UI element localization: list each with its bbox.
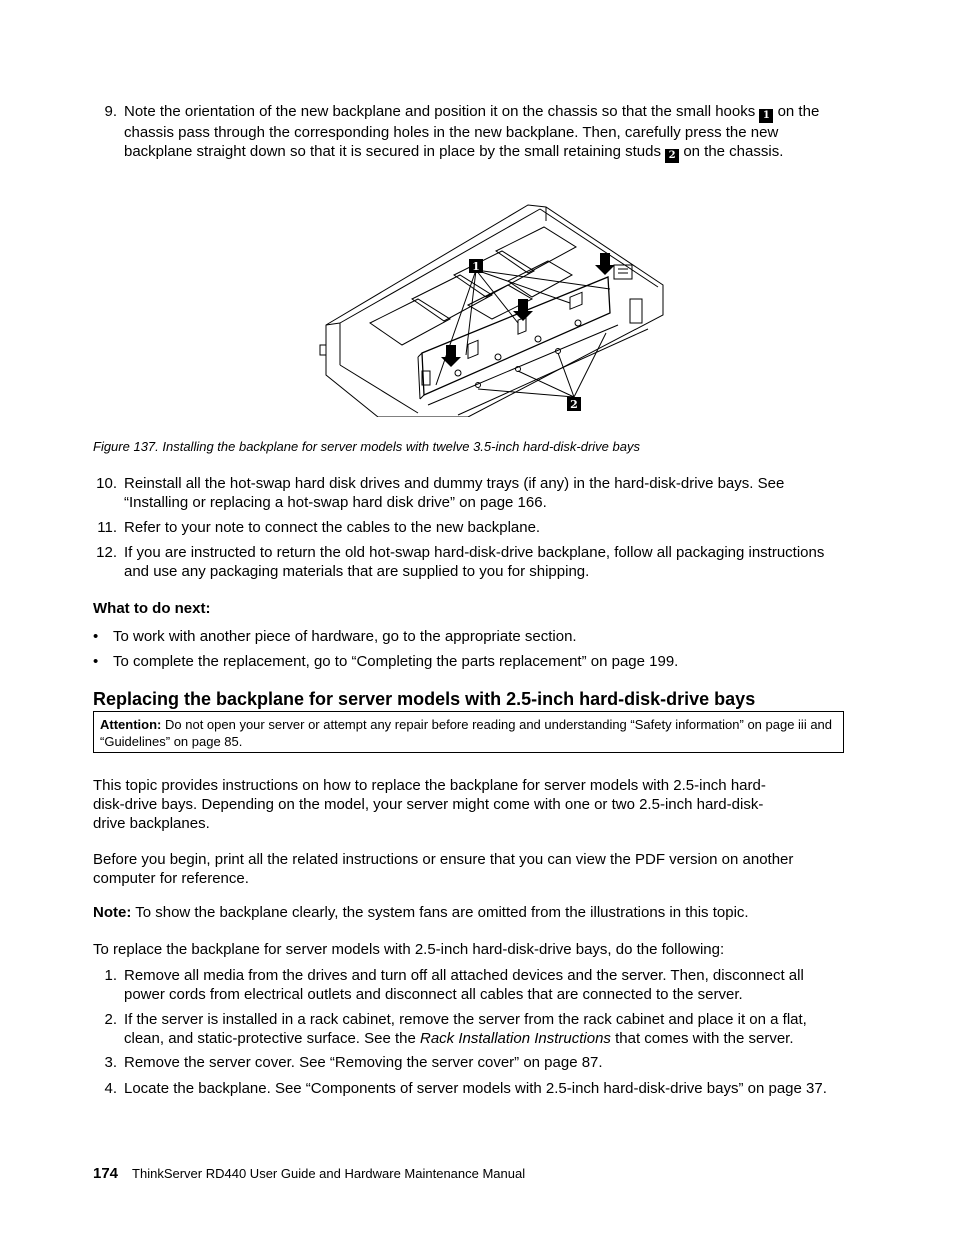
- page-number: 174: [93, 1165, 119, 1182]
- figure-caption: Figure 137. Installing the backplane for server models with twelve 3.5-inch hard-disk-drive bays: [93, 439, 640, 454]
- step-number: 3.: [104, 1054, 117, 1071]
- step-number: 1.: [104, 967, 117, 984]
- step-text: Remove all media from the drives and turn off all attached devices and the server. Then, disconnect all power cords from electrical outlets and disconnect all cables that are connected to the server.: [124, 967, 804, 1003]
- step-number: 12.: [96, 544, 117, 561]
- step-10: [93, 474, 845, 512]
- step-text: Locate the backplane. See “Components of server models with 2.5-inch hard-disk-drive bays” on page 37.: [124, 1080, 827, 1097]
- step-text: If you are instructed to return the old hot-swap hard-disk-drive backplane, follow all packaging instructions and use any packaging materials that are supplied to you for shipping.: [124, 544, 825, 580]
- step-text: If the server is installed in a rack cabinet, remove the server from the rack cabinet and place it on a flat, clean, and static-protective surface. See the Rack Installation Instructions that comes with the server.: [124, 1011, 807, 1047]
- attention-text: Do not open your server or attempt any repair before reading and understanding “Safety information” on page iii and “Guidelines” on page 85.: [100, 717, 833, 749]
- before-you-begin-paragraph: Before you begin, print all the related instructions or ensure that you can view the PDF version on another computer for reference.: [93, 851, 794, 887]
- note-paragraph: [93, 903, 845, 922]
- note-text: To show the backplane clearly, the system fans are omitted from the illustrations in this topic.: [135, 904, 749, 921]
- step-number: 4.: [104, 1080, 117, 1097]
- step-12: [93, 543, 845, 581]
- callout-1: 1: [759, 109, 773, 123]
- callout-2: 2: [665, 149, 679, 163]
- step-text: Remove the server cover. See “Removing the server cover” on page 87.: [124, 1054, 603, 1071]
- page-footer: [93, 1165, 525, 1183]
- rack-instructions-title: Rack Installation Instructions: [420, 1030, 611, 1047]
- manual-title: ThinkServer RD440 User Guide and Hardware Maintenance Manual: [132, 1166, 526, 1181]
- bullet-text: To complete the replacement, go to “Completing the parts replacement” on page 199.: [113, 653, 679, 670]
- step-number: 2.: [104, 1011, 117, 1028]
- step-1: [93, 966, 845, 1004]
- intro-paragraph: This topic provides instructions on how to replace the backplane for server models with 2.5-inch hard-disk-drive bays. Depending on the model, your server might come with one or two 2.5-inch hard-disk-drive backplanes.: [93, 777, 766, 832]
- step-number: 11.: [97, 519, 117, 536]
- step-number: 10.: [96, 475, 117, 492]
- section-title: Replacing the backplane for server models with 2.5-inch hard-disk-drive bays: [93, 689, 756, 709]
- figure-callout-2: 2: [570, 398, 578, 411]
- step-number: 9.: [104, 103, 117, 120]
- figure-callout-1: 1: [472, 260, 480, 273]
- step-9: [93, 102, 845, 159]
- step-text: Reinstall all the hot-swap hard disk drives and dummy trays (if any) in the hard-disk-drive bays. See “Installing or replacing a hot-swap hard disk drive” on page 166.: [124, 475, 785, 511]
- step-text: Refer to your note to connect the cables to the new backplane.: [124, 519, 541, 536]
- step-11: [93, 518, 845, 537]
- bullet-text: To work with another piece of hardware, go to the appropriate section.: [113, 628, 577, 645]
- step-3: [93, 1053, 845, 1072]
- lead-paragraph: To replace the backplane for server models with 2.5-inch hard-disk-drive bays, do the following:: [93, 941, 725, 958]
- step-4: [93, 1079, 845, 1117]
- what-to-do-next-heading: What to do next:: [93, 600, 211, 617]
- step-text: Note the orientation of the new backplane and position it on the chassis so that the small hooks 1 on the chassis pass through the corresponding holes in the new backplane. Then, carefully press the new backplane straight down so that it is secured in place by the small retaining studs 2 on the chassis.: [124, 103, 820, 161]
- bullet-marker: •: [93, 653, 99, 670]
- list-item: [93, 652, 845, 671]
- note-label: Note:: [93, 904, 132, 921]
- backplane-installation-illustration: [318, 195, 668, 417]
- step-2: [93, 1010, 845, 1048]
- attention-label: Attention:: [100, 717, 162, 732]
- bullet-marker: •: [93, 628, 99, 645]
- list-item: [93, 627, 845, 646]
- attention-box: [93, 711, 844, 753]
